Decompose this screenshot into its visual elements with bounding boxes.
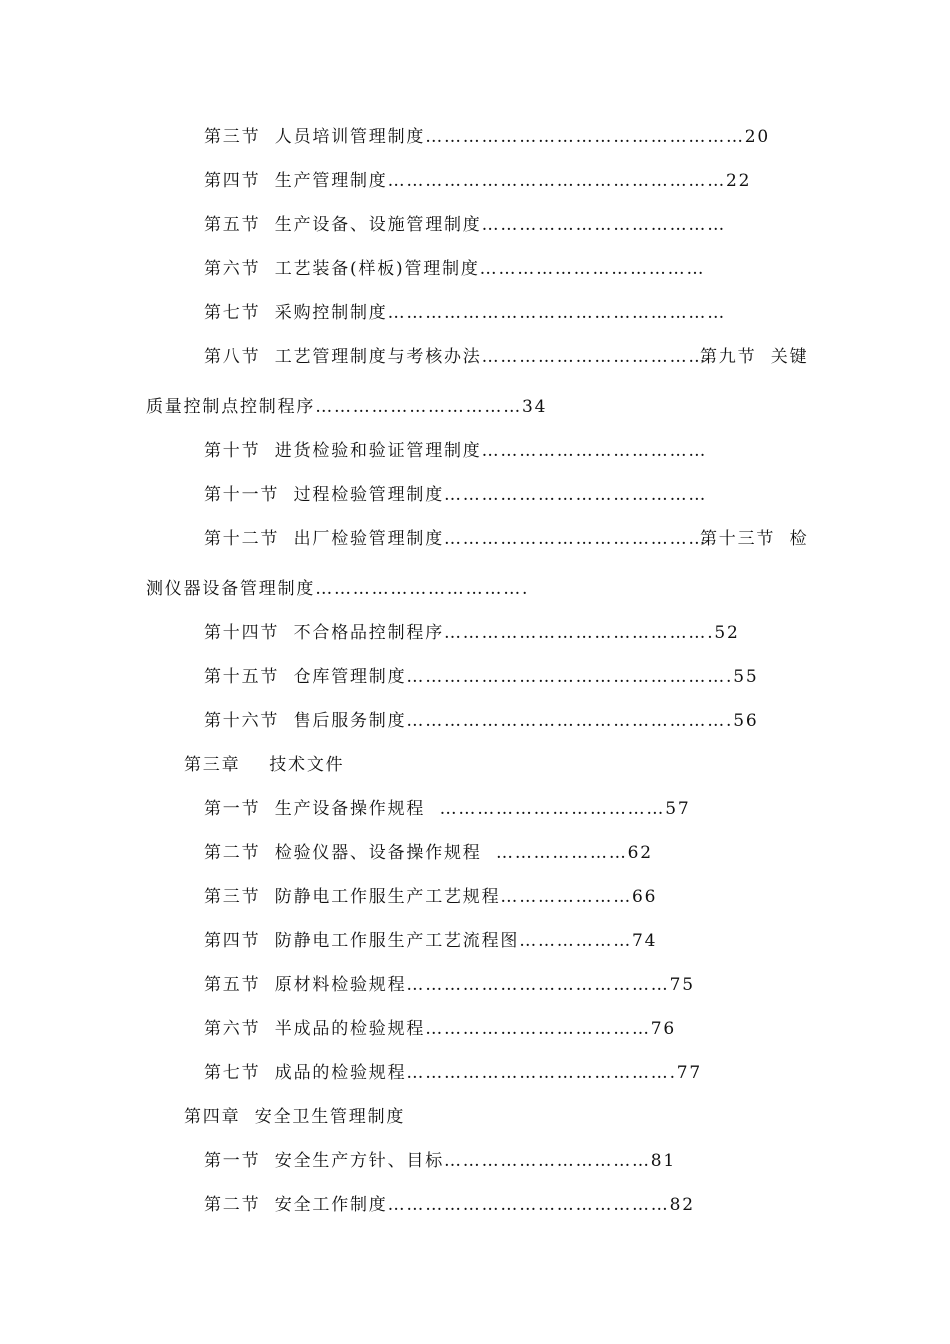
toc-entry: 第一节 生产设备操作规程 ………………………………57 <box>204 799 691 819</box>
toc-entry-continuation: 测仪器设备管理制度……………………………. <box>146 579 530 599</box>
toc-entry: 第十四节 不合格品控制程序…………………………………….52 <box>204 623 740 643</box>
toc-entry: 第十二节 出厂检验管理制度…………………………………… <box>204 529 708 549</box>
toc-entry: 第三节 防静电工作服生产工艺规程…………………66 <box>204 887 658 907</box>
toc-entry: 第五节 原材料检验规程……………………………………75 <box>204 975 695 995</box>
toc-entry: 第十六节 售后服务制度…………………………………………….56 <box>204 711 759 731</box>
toc-entry: 第二节 检验仪器、设备操作规程 …………………62 <box>204 843 653 863</box>
toc-entry-continuation: 质量控制点控制程序……………………………34 <box>146 397 548 417</box>
toc-entry: 第一节 安全生产方针、目标……………………………81 <box>204 1151 677 1171</box>
toc-entry: 第十节 进货检验和验证管理制度……………………………… <box>204 441 708 461</box>
toc-entry: 第七节 成品的检验规程…………………………………….77 <box>204 1063 703 1083</box>
toc-entry: 第九节 关键 <box>700 347 809 367</box>
toc-entry: 第七节 采购控制制度……………………………………………… <box>204 303 727 323</box>
toc-entry: 第八节 工艺管理制度与考核办法……………………………… <box>204 347 708 367</box>
toc-entry: 第四节 防静电工作服生产工艺流程图………………74 <box>204 931 658 951</box>
toc-entry: 第六节 工艺装备(样板)管理制度……………………………… <box>204 259 706 279</box>
toc-entry: 第三节 人员培训管理制度……………………………………………20 <box>204 127 771 147</box>
toc-entry: 第十三节 检 <box>700 529 809 549</box>
toc-entry: 第十五节 仓库管理制度…………………………………………….55 <box>204 667 759 687</box>
chapter-heading: 第四章 安全卫生管理制度 <box>184 1107 406 1127</box>
toc-entry: 第二节 安全工作制度………………………………………82 <box>204 1195 695 1215</box>
toc-entry: 第四节 生产管理制度………………………………………………22 <box>204 171 752 191</box>
chapter-heading: 第三章 技术文件 <box>184 755 345 775</box>
toc-entry: 第六节 半成品的检验规程………………………………76 <box>204 1019 677 1039</box>
toc-entry: 第十一节 过程检验管理制度…………………………………… <box>204 485 708 505</box>
toc-entry: 第五节 生产设备、设施管理制度………………………………… <box>204 215 727 235</box>
